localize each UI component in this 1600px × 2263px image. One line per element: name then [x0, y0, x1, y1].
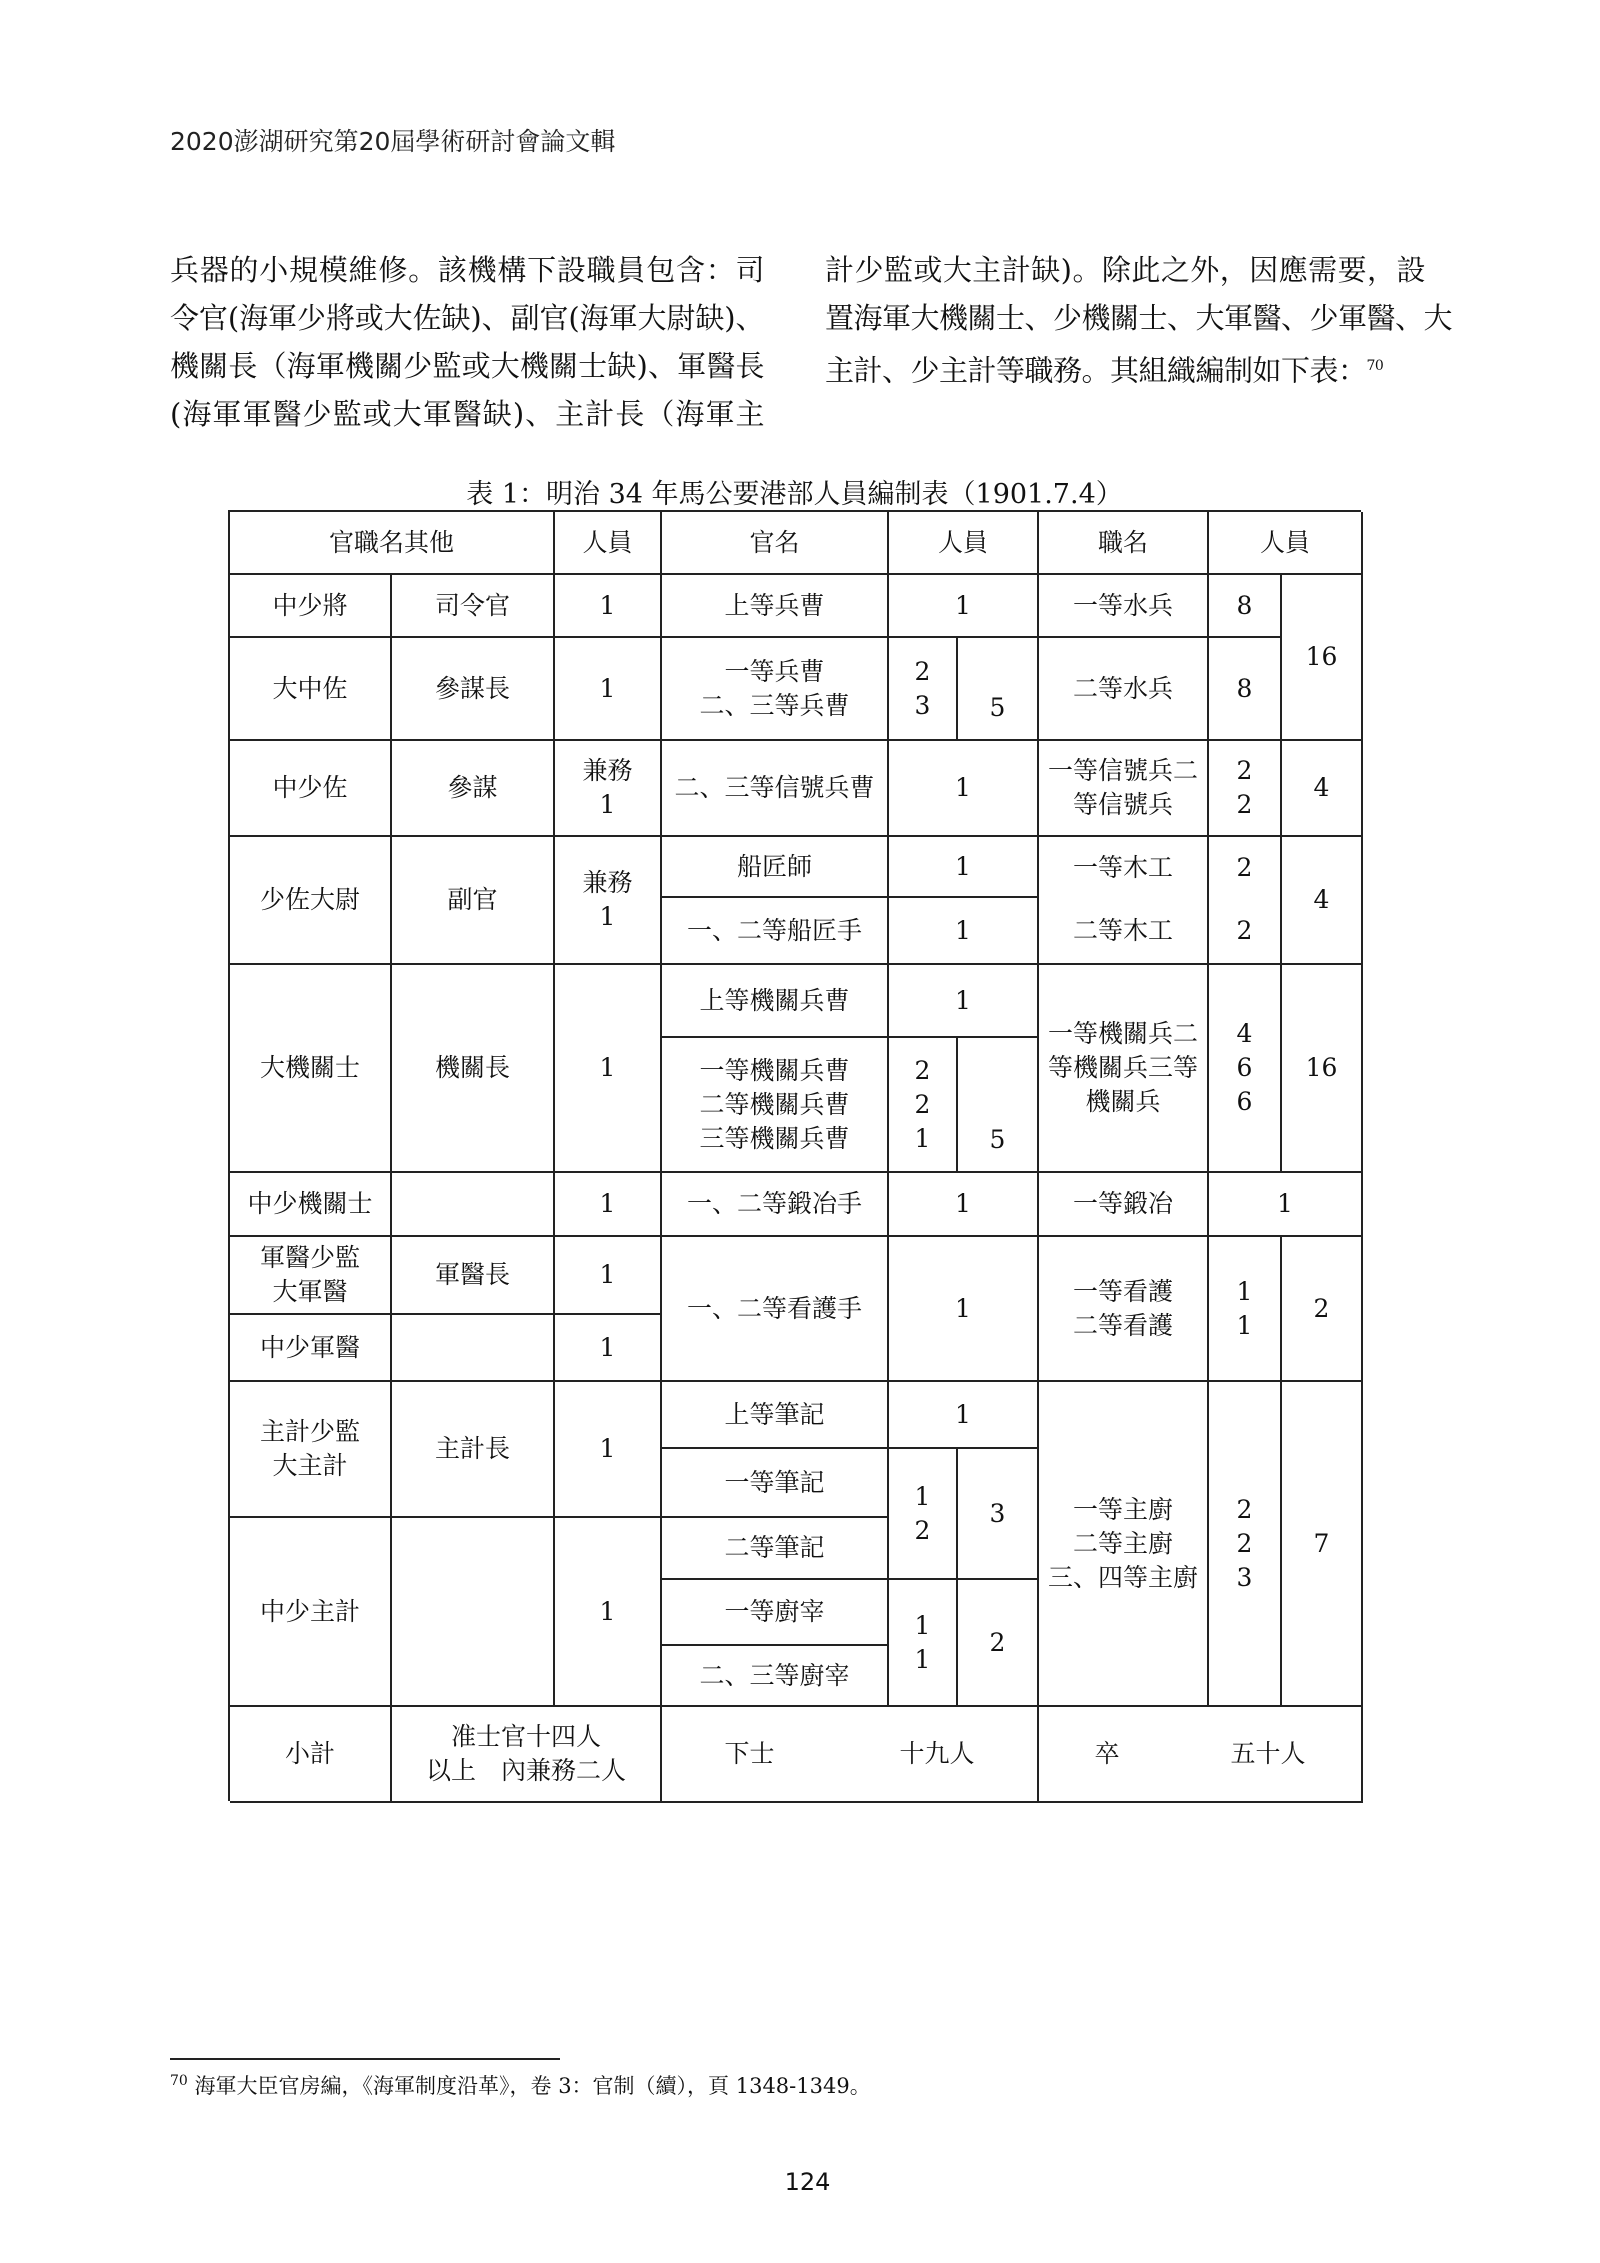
table-cell	[392, 741, 555, 837]
cell-text: 1	[599, 1260, 616, 1289]
table-cell	[662, 638, 889, 741]
table-cell	[1282, 965, 1363, 1173]
cell-text: 參謀長	[434, 673, 510, 703]
table-cell	[230, 741, 392, 837]
table-cell	[662, 575, 889, 638]
cell-text: 中少佐	[272, 773, 348, 802]
table-cell	[889, 1237, 1039, 1382]
table-cell	[889, 1449, 958, 1580]
table-cell	[392, 965, 555, 1173]
running-header: 2020澎湖研究第20屆學術研討會論文輯	[170, 127, 616, 156]
table-cell	[662, 1580, 889, 1646]
table-cell	[662, 741, 889, 837]
cell-text: 1	[599, 1434, 616, 1463]
cell-text: 主計少監 大主計	[259, 1417, 360, 1480]
cell-text: 准士官十四人 以上 內兼務二人	[425, 1722, 626, 1785]
cell-text: 參謀	[447, 773, 498, 802]
cell-text: 1	[955, 915, 971, 945]
body-column-left	[170, 246, 764, 438]
table-cell	[889, 1038, 958, 1173]
table-cell	[662, 1173, 889, 1237]
cell-text: 一等兵曹 二、三等兵曹	[699, 656, 850, 720]
table-cell	[230, 1518, 392, 1707]
table-cell	[889, 1173, 1039, 1237]
staffing-table	[228, 510, 1361, 1801]
table-cell	[889, 898, 1039, 965]
table-cell	[889, 837, 1039, 898]
cell-text: 人員	[1259, 527, 1310, 557]
cell-text: 上等機關兵曹	[699, 985, 850, 1015]
table-header-cell	[1209, 512, 1363, 575]
cell-text: 1	[955, 985, 971, 1015]
table-cell	[1039, 898, 1209, 965]
cell-text: 少佐大尉	[259, 885, 360, 914]
table-cell	[1209, 575, 1282, 638]
cell-text: 7	[1313, 1528, 1330, 1558]
cell-text: 一等看護 二等看護	[1072, 1276, 1173, 1340]
table-cell	[392, 575, 555, 638]
cell-text: 軍醫長	[434, 1260, 510, 1289]
cell-text: 2 2	[1236, 756, 1253, 819]
table-header-cell	[1039, 512, 1209, 575]
table-cell	[230, 1173, 392, 1237]
cell-text: 1 1	[914, 1610, 931, 1674]
cell-text: 2 2 1	[914, 1055, 931, 1153]
table-cell	[555, 837, 662, 965]
table-cell	[662, 1707, 1039, 1803]
cell-text: 16	[1305, 1053, 1338, 1082]
footnote	[170, 2070, 871, 2100]
cell-text: 1	[955, 590, 971, 620]
table-cell	[392, 1382, 555, 1518]
table-cell	[662, 1449, 889, 1518]
page-number: 124	[784, 2168, 831, 2196]
body-line	[825, 342, 1425, 390]
table-cell	[555, 1173, 662, 1237]
cell-text: 五十人	[1230, 1739, 1306, 1768]
cell-text: 1 2	[914, 1481, 931, 1545]
table-cell	[230, 1237, 392, 1315]
table-cell	[1282, 575, 1363, 741]
cell-text: 1	[955, 851, 971, 881]
cell-text: 4	[1313, 885, 1330, 914]
cell-text: 2 3	[914, 656, 931, 720]
table-cell	[392, 1237, 555, 1315]
cell-text: 官名	[749, 527, 800, 557]
table-cell	[662, 1237, 889, 1382]
cell-text: 二等木工	[1072, 915, 1173, 945]
table-cell	[662, 837, 889, 898]
table-cell	[1209, 1237, 1282, 1382]
cell-text: 1	[599, 673, 616, 703]
table-cell	[392, 1173, 555, 1237]
footnote-divider	[170, 2058, 560, 2060]
cell-text: 1	[599, 1332, 616, 1362]
table-cell	[1209, 638, 1282, 741]
table-cell	[555, 1518, 662, 1707]
cell-text: 兼務 1	[582, 756, 633, 819]
cell-text: 副官	[447, 885, 498, 914]
table-header-cell	[230, 512, 555, 575]
cell-text: 司令官	[434, 590, 510, 620]
body-line-text: 主計、少主計等職務。其組織編制如下表：	[825, 353, 1367, 388]
body-line: 機關長（海軍機關少監或大機關士缺)、軍醫長	[170, 349, 764, 383]
table-cell	[230, 575, 392, 638]
table-header-cell	[662, 512, 889, 575]
table-cell	[1282, 837, 1363, 965]
cell-text: 軍醫少監 大軍醫	[259, 1243, 360, 1306]
cell-text: 下士	[724, 1739, 775, 1768]
table-cell	[662, 1518, 889, 1580]
cell-text: 中少軍醫	[259, 1332, 360, 1362]
table-cell	[1039, 1237, 1209, 1382]
body-line: 兵器的小規模維修。該機構下設職員包含：司	[170, 253, 764, 287]
cell-text: 1	[1277, 1189, 1293, 1218]
table-cell	[889, 638, 958, 741]
table-cell	[1039, 741, 1209, 837]
cell-text: 人員	[937, 527, 988, 557]
cell-text: 中少主計	[259, 1596, 360, 1626]
table-cell	[555, 1237, 662, 1315]
body-line: 計少監或大主計缺)。除此之外，因應需要，設	[825, 253, 1425, 287]
table-cell	[889, 1382, 1039, 1449]
table-cell	[392, 638, 555, 741]
cell-text: 1	[599, 1053, 616, 1082]
cell-text: 一、二等鍛冶手	[686, 1189, 862, 1218]
cell-text: 一等水兵	[1072, 590, 1173, 620]
cell-text: 一等木工	[1072, 852, 1173, 882]
cell-text: 官職名其他	[328, 527, 454, 557]
cell-text: 一等筆記	[724, 1467, 825, 1497]
body-line: (海軍軍醫少監或大軍醫缺)、主計長（海軍主	[170, 397, 764, 431]
cell-text: 一等主廚 二等主廚 三、四等主廚	[1047, 1494, 1198, 1592]
table-cell	[1039, 1382, 1209, 1707]
body-column-right	[825, 246, 1453, 390]
table-cell	[958, 638, 1039, 741]
cell-text: 4 6 6	[1236, 1019, 1253, 1116]
cell-text: 2	[1236, 915, 1253, 945]
table-cell	[958, 1038, 1039, 1173]
table-cell	[1209, 1173, 1363, 1237]
cell-text: 一等信號兵二 等信號兵	[1047, 756, 1198, 819]
cell-text: 5	[989, 1125, 1006, 1154]
footnote-text: 海軍大臣官房編，《海軍制度沿革》，卷 3：官制（續），頁 1348-1349。	[194, 2074, 871, 2098]
table-cell	[555, 575, 662, 638]
footnote-ref[interactable]: 70	[1366, 358, 1384, 374]
cell-text: 1	[599, 1189, 616, 1218]
cell-text: 船匠師	[736, 851, 812, 881]
table-cell	[555, 1315, 662, 1382]
cell-text: 16	[1305, 642, 1338, 671]
cell-text: 大機關士	[259, 1053, 360, 1082]
cell-text: 2	[989, 1627, 1006, 1657]
table-cell	[555, 638, 662, 741]
cell-text: 4	[1313, 773, 1330, 802]
table-cell	[392, 1518, 555, 1707]
table-cell	[1282, 1382, 1363, 1707]
cell-text: 一、二等看護手	[686, 1293, 862, 1323]
table-cell	[392, 837, 555, 965]
table-cell	[1039, 837, 1209, 898]
table-cell	[1039, 638, 1209, 741]
cell-text: 1	[955, 1293, 971, 1323]
table-cell	[662, 1646, 889, 1707]
cell-text: 上等筆記	[724, 1399, 825, 1429]
cell-text: 1	[955, 773, 971, 802]
cell-text: 二等水兵	[1072, 673, 1173, 703]
table-cell	[889, 575, 1039, 638]
table-cell	[958, 1449, 1039, 1580]
cell-text: 2	[1313, 1293, 1330, 1323]
table-cell	[1039, 575, 1209, 638]
table-cell	[555, 1382, 662, 1518]
cell-text: 一等廚宰	[724, 1597, 825, 1626]
cell-text: 1	[955, 1399, 971, 1429]
table-cell	[230, 1315, 392, 1382]
cell-text: 職名	[1097, 527, 1148, 557]
cell-text: 2	[1236, 852, 1253, 882]
table-cell	[230, 965, 392, 1173]
table-cell	[662, 965, 889, 1038]
cell-text: 卒	[1094, 1739, 1120, 1768]
cell-text: 1	[599, 590, 616, 620]
table-caption: 表 1：明治 34 年馬公要港部人員編制表（1901.7.4）	[466, 479, 1123, 510]
cell-text: 主計長	[434, 1434, 510, 1463]
cell-text: 2 2 3	[1236, 1494, 1253, 1592]
table-header-cell	[555, 512, 662, 575]
table-cell	[1209, 837, 1282, 898]
table-cell	[1209, 965, 1282, 1173]
cell-text: 人員	[582, 527, 633, 557]
cell-text: 3	[989, 1498, 1006, 1528]
table-cell	[1039, 965, 1209, 1173]
cell-text: 1	[955, 1189, 971, 1218]
table-cell	[230, 638, 392, 741]
cell-text: 二、三等廚宰	[699, 1660, 850, 1690]
table-cell	[1282, 1237, 1363, 1382]
table-cell	[555, 965, 662, 1173]
cell-text: 8	[1236, 673, 1253, 703]
table-cell	[662, 1038, 889, 1173]
table-cell	[662, 1382, 889, 1449]
cell-text: 5	[989, 693, 1006, 722]
cell-text: 小計	[284, 1739, 335, 1768]
table-cell	[392, 1315, 555, 1382]
table-cell	[230, 1707, 392, 1803]
table-cell	[889, 965, 1039, 1038]
table-cell	[958, 1580, 1039, 1707]
table-cell	[662, 898, 889, 965]
cell-text: 大中佐	[272, 673, 348, 703]
cell-text: 一、二等船匠手	[686, 915, 862, 945]
cell-text: 中少將	[272, 590, 348, 620]
cell-text: 十九人	[899, 1739, 975, 1768]
cell-text: 1	[599, 1596, 616, 1626]
table-cell	[230, 1382, 392, 1518]
cell-text: 上等兵曹	[724, 590, 825, 620]
cell-text: 機關長	[434, 1053, 510, 1082]
table-cell	[230, 837, 392, 965]
cell-text: 兼務 1	[582, 868, 633, 931]
cell-text: 一等機關兵曹 二等機關兵曹 三等機關兵曹	[699, 1055, 850, 1153]
body-line: 置海軍大機關士、少機關士、大軍醫、少軍醫、大	[825, 301, 1453, 335]
table-cell	[1282, 741, 1363, 837]
footnote-number: 70	[170, 2073, 188, 2089]
table-cell	[1039, 1173, 1209, 1237]
cell-text: 一等鍛冶	[1072, 1189, 1173, 1218]
cell-text: 8	[1236, 590, 1253, 620]
table-header-cell	[889, 512, 1039, 575]
cell-text: 1 1	[1236, 1276, 1253, 1340]
table-cell	[1039, 1707, 1363, 1803]
table-cell	[1209, 741, 1282, 837]
table-cell	[1209, 898, 1282, 965]
body-line: 令官(海軍少將或大佐缺)、副官(海軍大尉缺)、	[170, 301, 764, 335]
table-cell	[1209, 1382, 1282, 1707]
table-cell	[392, 1707, 662, 1803]
table-cell	[889, 1580, 958, 1707]
cell-text: 二等筆記	[724, 1533, 825, 1562]
table-cell	[555, 741, 662, 837]
cell-text: 一等機關兵二 等機關兵三等 機關兵	[1047, 1019, 1198, 1116]
cell-text: 二、三等信號兵曹	[674, 773, 875, 802]
table-cell	[889, 741, 1039, 837]
cell-text: 中少機關士	[247, 1189, 373, 1218]
